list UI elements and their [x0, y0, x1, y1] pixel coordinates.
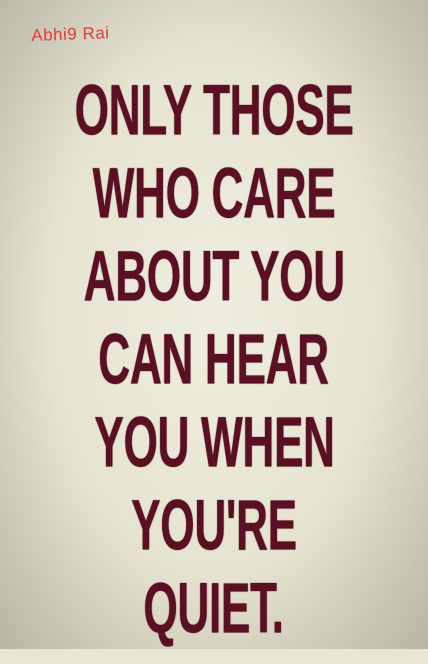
quote-line: YOU'RE — [131, 486, 297, 566]
quote-line: ONLY THOSE — [74, 71, 354, 151]
quote-line: WHO CARE — [92, 154, 336, 234]
quote-line: CAN HEAR — [98, 320, 330, 400]
quote-line: ABOUT YOU — [83, 237, 345, 317]
quote-text — [0, 70, 428, 651]
quote-line: YOU WHEN — [93, 403, 335, 483]
quote-line: QUIET. — [143, 569, 285, 649]
author-watermark: Abhi9 Rai — [31, 23, 110, 45]
